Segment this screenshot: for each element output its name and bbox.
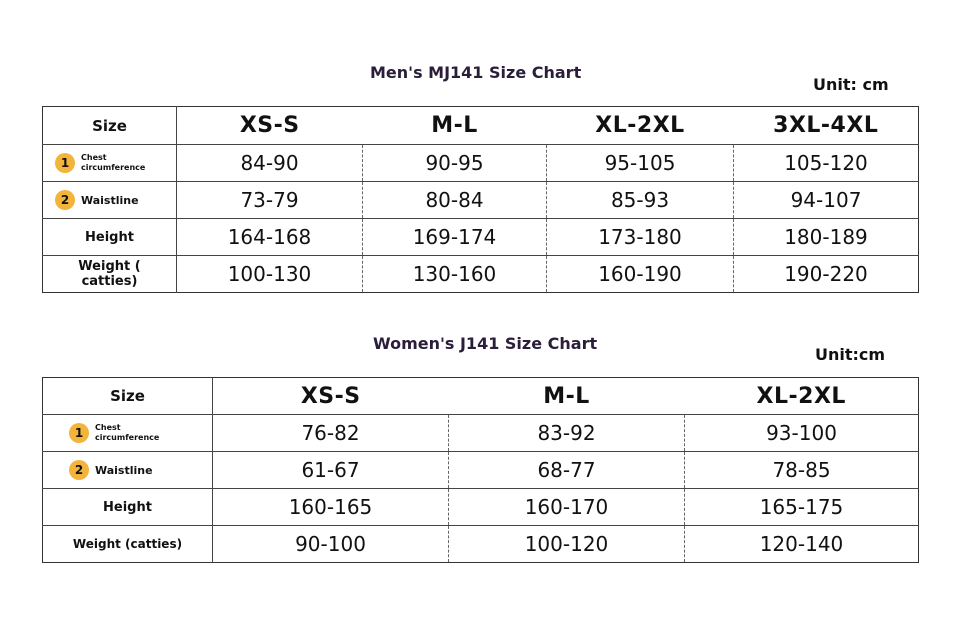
- number-badge-icon: 1: [69, 423, 89, 443]
- table-cell: 105-120: [734, 145, 919, 182]
- table-cell: 93-100: [685, 415, 919, 452]
- women-size-table: [42, 377, 919, 563]
- table-cell: 100-130: [227, 262, 312, 286]
- row-label-height: Height: [43, 219, 177, 256]
- table-cell: 83-92: [449, 415, 685, 452]
- table-cell: 84-90: [177, 145, 363, 182]
- table-cell: 160-170: [449, 489, 685, 526]
- table-cell: 164-168: [177, 219, 363, 256]
- size-header-label: Size: [43, 378, 213, 415]
- size-column-header: M-L: [363, 107, 547, 145]
- table-cell: 180-189: [734, 219, 919, 256]
- women-chart-title: Women's J141 Size Chart: [373, 334, 598, 353]
- table-cell: 120-140: [685, 526, 919, 563]
- table-row: [43, 415, 919, 452]
- table-cell: 173-180: [547, 219, 734, 256]
- table-cell: 165-175: [685, 489, 919, 526]
- table-cell: 76-82: [213, 415, 449, 452]
- table-cell: 61-67: [213, 452, 449, 489]
- women-unit-label: Unit:cm: [815, 345, 886, 364]
- table-row: [43, 145, 919, 182]
- size-column-header: 3XL-4XL: [734, 107, 919, 145]
- table-cell: 90-95: [363, 145, 547, 182]
- table-cell: 73-79: [177, 182, 363, 219]
- size-column-header: XS-S: [177, 107, 363, 145]
- row-label-text: Weight ( catties): [78, 259, 141, 289]
- row-label-text: Waistline: [81, 193, 139, 207]
- table-row: [43, 182, 919, 219]
- row-label-chest: [43, 145, 177, 182]
- table-cell: 68-77: [449, 452, 685, 489]
- table-row: [43, 219, 919, 256]
- table-row: [43, 452, 919, 489]
- table-row: [43, 526, 919, 563]
- table-cell: 160-190: [547, 256, 734, 293]
- number-badge-icon: 2: [55, 190, 75, 210]
- number-badge-icon: 1: [55, 153, 75, 173]
- men-unit-label: Unit: cm: [813, 75, 889, 94]
- table-cell: 160-165: [213, 489, 449, 526]
- table-cell: 90-100: [295, 532, 366, 556]
- number-badge-icon: 2: [69, 460, 89, 480]
- table-cell: 130-160: [363, 256, 547, 293]
- table-cell: 80-84: [363, 182, 547, 219]
- row-label-weight: Weight (catties): [43, 526, 213, 563]
- row-label-chest: [43, 415, 213, 452]
- table-cell: 78-85: [685, 452, 919, 489]
- table-row: [43, 378, 919, 415]
- row-label-text: Chest circumference: [81, 153, 146, 172]
- size-column-header: XL-2XL: [685, 378, 919, 415]
- row-label-text: Chest circumference: [95, 423, 160, 442]
- men-chart-title: Men's MJ141 Size Chart: [370, 63, 582, 82]
- row-label-height: Height: [43, 489, 213, 526]
- table-cell: 85-93: [547, 182, 734, 219]
- table-cell: 169-174: [363, 219, 547, 256]
- table-cell: 100-120: [449, 526, 685, 563]
- table-row: [43, 107, 919, 145]
- table-cell: 190-220: [734, 256, 919, 293]
- table-cell: 95-105: [547, 145, 734, 182]
- row-label-waistline: [43, 182, 177, 219]
- size-column-header: XS-S: [213, 378, 449, 415]
- row-label-weight: [43, 256, 177, 293]
- row-label-text: Waistline: [95, 463, 153, 477]
- size-column-header: M-L: [449, 378, 685, 415]
- size-column-header: XL-2XL: [547, 107, 734, 145]
- table-cell: 94-107: [734, 182, 919, 219]
- men-size-table: [42, 106, 919, 293]
- table-row: [43, 256, 919, 293]
- table-row: [43, 489, 919, 526]
- size-header-label: Size: [43, 107, 177, 145]
- row-label-waistline: [43, 452, 213, 489]
